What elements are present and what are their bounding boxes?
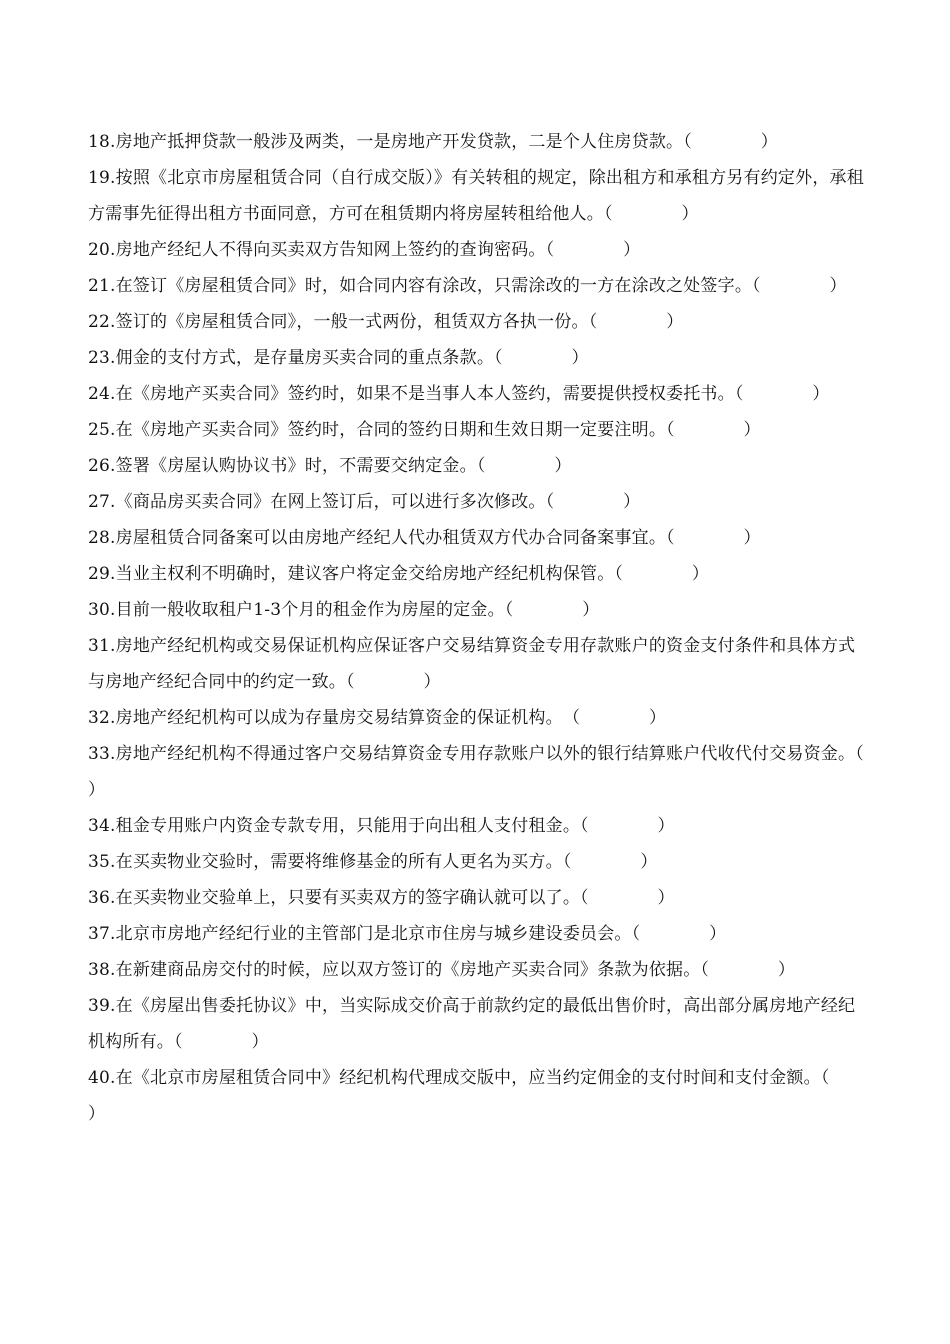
question-32: 32.房地产经纪机构可以成为存量房交易结算资金的保证机构。 （ ）: [88, 708, 667, 728]
question-19: 19.按照《北京市房屋租赁合同（自行成交版）》有关转租的规定，除出租方和承租方另有约定外，承租方需事先征得出租方书面同意，方可在租赁期内将房屋转租给他人。（ ）: [88, 168, 864, 224]
question-22: 22.签订的《房屋租赁合同》，一般一式两份，租赁双方各执一份。（ ）: [88, 312, 684, 332]
question-33: 33.房地产经纪机构不得通过客户交易结算资金专用存款账户以外的银行结算账户代收代付交易资金。（ ）: [88, 744, 933, 800]
question-38: 38.在新建商品房交付的时候，应以双方签订的《房地产买卖合同》条款为依据。（ ）: [88, 960, 796, 980]
question-25: 25.在《房地产买卖合同》签约时，合同的签约日期和生效日期一定要注明。（ ）: [88, 420, 761, 440]
question-40: 40.在《北京市房屋租赁合同中》经纪机构代理成交版中，应当约定佣金的支付时间和支付金额。（ ）: [88, 1068, 899, 1124]
question-28: 28.房屋租赁合同备案可以由房地产经纪人代办租赁双方代办合同备案事宜。（ ）: [88, 528, 761, 548]
question-31: 31.房地产经纪机构或交易保证机构应保证客户交易结算资金专用存款账户的资金支付条件和具体方式与房地产经纪合同中的约定一致。（ ）: [88, 636, 856, 692]
question-18: 18.房地产抵押贷款一般涉及两类，一是房地产开发贷款，二是个人住房贷款。（ ）: [88, 132, 778, 152]
question-36: 36.在买卖物业交验单上，只要有买卖双方的签字确认就可以了。（ ）: [88, 888, 675, 908]
question-34: 34.租金专用账户内资金专款专用，只能用于向出租人支付租金。（ ）: [88, 816, 675, 836]
question-list: [88, 124, 933, 1132]
question-20: 20.房地产经纪人不得向买卖双方告知网上签约的查询密码。（ ）: [88, 240, 641, 260]
question-35: 35.在买卖物业交验时，需要将维修基金的所有人更名为买方。（ ）: [88, 852, 658, 872]
question-26: 26.签署《房屋认购协议书》时，不需要交纳定金。（ ）: [88, 456, 572, 476]
question-24: 24.在《房地产买卖合同》签约时，如果不是当事人本人签约，需要提供授权委托书。（ ）: [88, 384, 830, 404]
question-30: 30.目前一般收取租户1-3个月的租金作为房屋的定金。（ ）: [88, 600, 600, 620]
question-29: 29.当业主权利不明确时，建议客户将定金交给房地产经纪机构保管。（ ）: [88, 564, 710, 584]
question-21: 21.在签订《房屋租赁合同》时，如合同内容有涂改，只需涂改的一方在涂改之处签字。（ ）: [88, 276, 847, 296]
question-37: 37.北京市房地产经纪行业的主管部门是北京市住房与城乡建设委员会。（ ）: [88, 924, 727, 944]
question-39: 39.在《房屋出售委托协议》中，当实际成交价高于前款约定的最低出售价时，高出部分属房地产经纪机构所有。（ ）: [88, 996, 856, 1052]
question-23: 23.佣金的支付方式，是存量房买卖合同的重点条款。（ ）: [88, 348, 589, 368]
question-27: 27.《商品房买卖合同》在网上签订后，可以进行多次修改。（ ）: [88, 492, 641, 512]
